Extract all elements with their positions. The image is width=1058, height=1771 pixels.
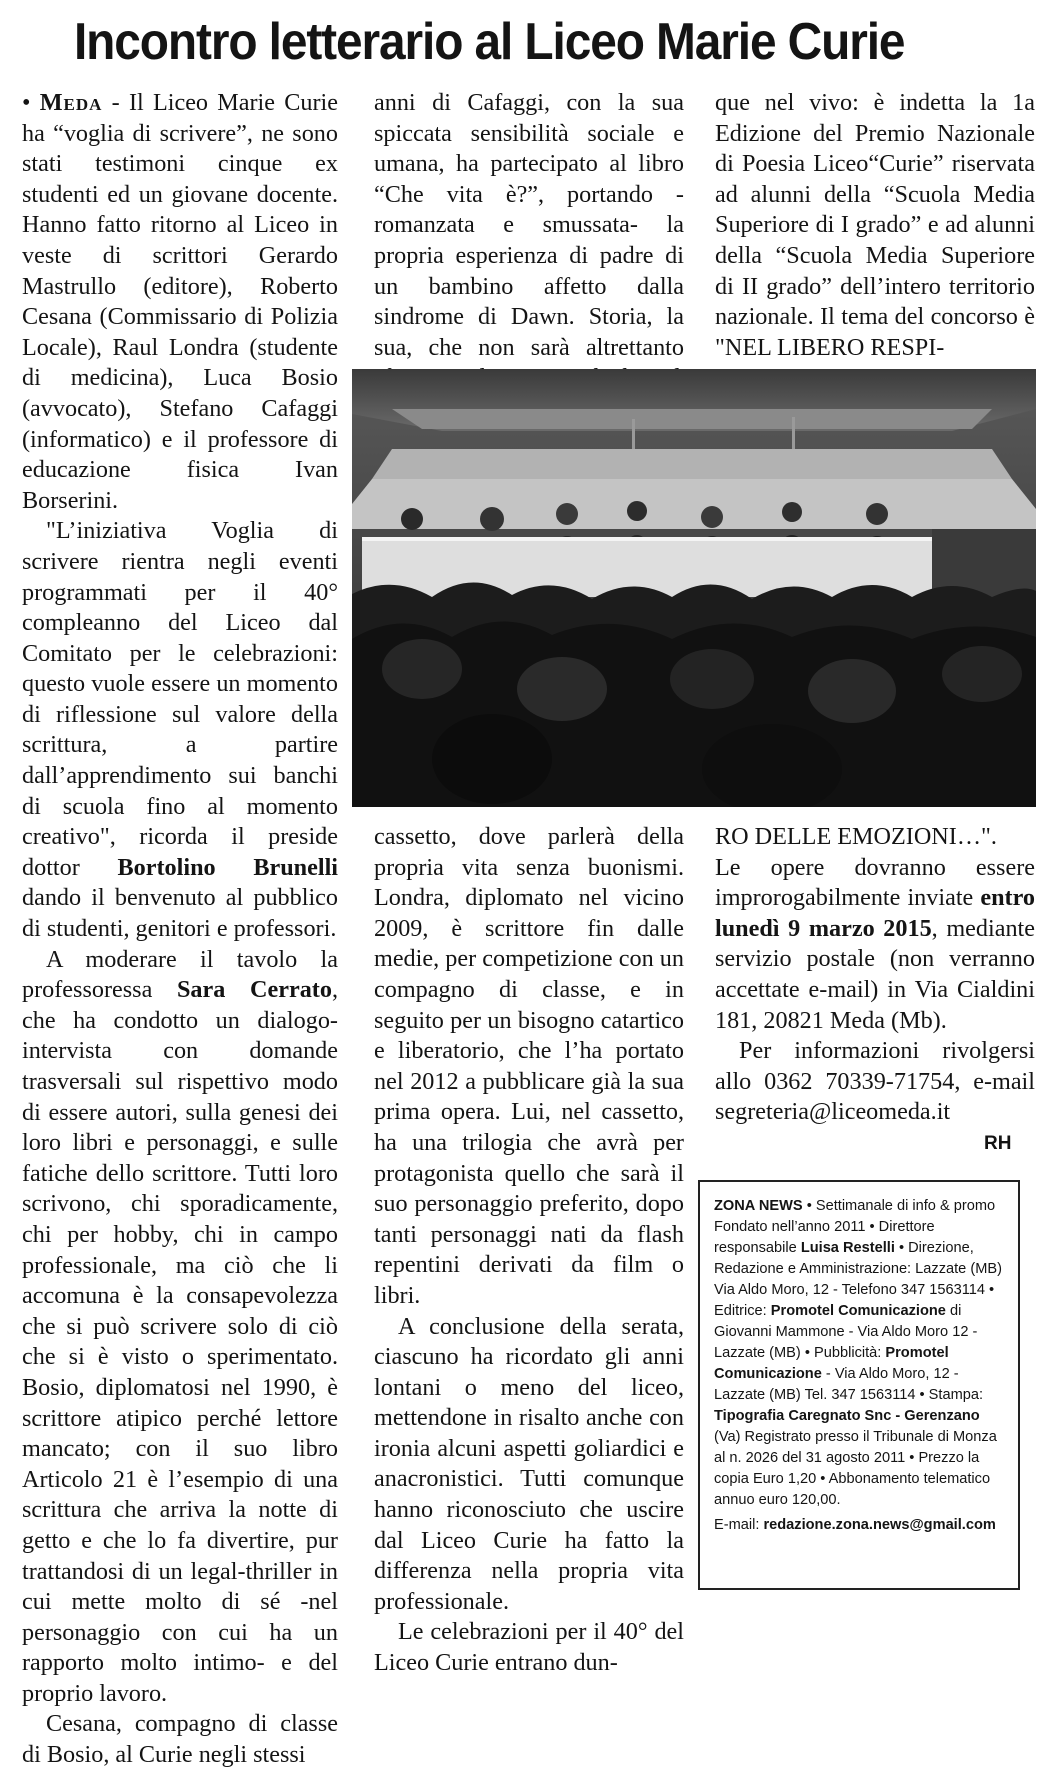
moderator-name: Sara Cerrato: [176, 976, 332, 1004]
publisher-name: Promotel Comunicazione: [770, 1303, 946, 1319]
publication-name: ZONA NEWS: [714, 1198, 803, 1214]
email-label: E-mail:: [714, 1517, 764, 1533]
event-photo: [352, 369, 1036, 807]
paragraph-cesana: Cesana, compagno di classe di Bosio, al Curie negli stessi: [22, 1710, 338, 1769]
masthead-text: [714, 1196, 1004, 1511]
paragraph-moderator: [22, 945, 338, 1710]
masthead-text-segment: • Settimanale di info & promo Fondato nell’anno 2011 • Direttore responsabile: [714, 1198, 996, 1256]
article-headline: Incontro letterario al Liceo Marie Curie: [73, 13, 905, 71]
article-column-2-bottom: [374, 822, 684, 1679]
masthead-email-line: [714, 1515, 1004, 1536]
event-photo-image: [352, 369, 1036, 807]
paragraph-text: , che ha condotto un dialogo-intervista con domande trasversali sul rispettivo modo di essere autori, sulla genesi dei loro libri e personaggi, e sulle fatiche dello scrittore. Tutti loro scrivono, chi sporadicamente, chi per hobby, chi in campo professionale, ma ciò che li accomuna è la consapevolezza che si può scrivere solo di ciò che si è visto o sperimentato. Bosio, diplomatosi nel 1990, è scrittore atipico perché lettore mancato; con il suo libro Articolo 21 è l’esempio di una scrittura che arriva la notte di getto e che lo fa divertire, pur trattandosi di un legal-thriller in cui mette molto di sé -nel personaggio con cui ha un rapporto molto intimo- e del proprio lavoro.: [22, 976, 338, 1707]
article-column-2-top: [374, 88, 684, 394]
paragraph-text: Le opere dovranno essere improrogabilmente inviate: [715, 853, 1035, 912]
paragraph-text: anni di Cafaggi, con la sua spiccata sensibilità sociale e umana, ha partecipato al libro “Che vita è?”, portando -romanzata e smussata- la propria esperienza di padre di un bambino affetto dalla sindrome di Dawn. Storia, la sua, che non sarà altrettanto: [374, 89, 684, 361]
advertising-name: Promotel Comunicazione: [714, 1345, 949, 1382]
principal-name: Bortolino Brunelli: [117, 853, 339, 881]
paragraph-text: que nel vivo: è indetta la 1a Edizione del Premio Nazionale di Poesia Liceo“Curie” riservata ad alunni della “Scuola Media Superiore di I grado” e ad alunni della “Scuola Media Superiore di II grado” dell’intero territorio nazionale. Il tema del concorso è "NEL LIBERO RESPI-: [715, 89, 1035, 361]
paragraph-contacts: Per informazioni rivolgersi allo 0362 70339-71754, e-mail segreteria@liceomeda.it: [715, 1037, 1035, 1126]
author-initials: RH: [984, 1133, 1012, 1154]
paragraph-text: - Il Liceo Marie Curie ha “voglia di scrivere”, ne sono stati testimoni cinque ex studenti ed un giovane docente. Hanno fatto ritorno al Liceo in veste di scrittori Gerardo Mastrullo (editore), Roberto Cesana (Commissario di Polizia Locale), Raul Londra (studente di medicina), Luca Bosio (avvocato), Stefano Cafaggi (informatico) e il professore di educazione fisica Ivan Borserini.: [22, 89, 338, 514]
masthead-text-segment: (Va) Registrato presso il Tribunale di Monza al n. 2026 del 31 agosto 2011 • Prezzo la copia Euro 1,20 • Abbonamento telematico annuo euro 120,00.: [714, 1429, 997, 1508]
article-column-3-bottom: [715, 822, 1035, 1128]
deadline-date: entro lunedì 9 marzo 2015: [715, 884, 1035, 942]
paragraph-intro: [22, 88, 338, 516]
paragraph-text: , mediante servizio postale (non verranno accettate e-mail) in Via Cialdini 181, 20821 Meda (Mb).: [715, 914, 1035, 1034]
masthead-text-segment: di Giovanni Mammone - Via Aldo Moro 12 - Lazzate (MB) • Pubblicità:: [714, 1303, 978, 1361]
masthead-text-segment: - Via Aldo Moro, 12 - Lazzate (MB) Tel. 347 1563114 • Stampa:: [714, 1366, 984, 1403]
printer-name: Tipografia Caregnato Snc - Gerenzano: [714, 1408, 980, 1424]
paragraph-text: RO DELLE EMOZIONI…".: [715, 823, 997, 850]
paragraph-text: cassetto, dove parlerà della propria vita senza buonismi. Londra, diplomato nel vicino 2009, è scrittore fin dalle medie, per competizione con un compagno di classe, e in seguito per un bisogno catartico e liberatorio, che l’ha portato nel 2012 a pubblicare già la sua prima opera. Lui, nel cassetto, ha una trilogia che avrà per protagonista quello che sarà il suo personaggio preferito, dopo tanti personaggi nati da flash repentini derivati da film o libri.: [374, 823, 684, 1309]
email-address: redazione.zona.news@gmail.com: [763, 1517, 996, 1533]
paragraph-deadline: [715, 853, 1035, 1037]
director-name: Luisa Restelli: [800, 1240, 895, 1256]
masthead-info-box: [698, 1180, 1020, 1590]
masthead-text-segment: • Direzione, Redazione e Amministrazione: Lazzate (MB) Via Aldo Moro, 12 - Telefono 347 1563114 • Editrice:: [714, 1240, 1002, 1319]
paragraph-quote: [22, 516, 338, 944]
paragraph-text: dando il benvenuto al pubblico di studenti, genitori e professori.: [22, 884, 338, 943]
paragraph-text: A moderare il tavolo la professoressa: [22, 945, 338, 1004]
article-column-1: [22, 88, 338, 1771]
article-column-3-top: [715, 88, 1035, 363]
paragraph-text: Le celebrazioni per il 40° del Liceo Curie entrano dun-: [374, 1618, 684, 1677]
dateline-place: Meda: [39, 89, 103, 116]
paragraph-text: A conclusione della serata, ciascuno ha ricordato gli anni lontani o meno del liceo, mettendone in risalto anche con ironia alcuni aspetti goliardici e anacronistici. Tutti comunque hanno riconosciuto che uscire dal Liceo Curie ha fatto la differenza nella propria vita professionale.: [374, 1312, 684, 1615]
bullet: •: [22, 89, 31, 116]
paragraph-text: "L’iniziativa Voglia di scrivere rientra negli eventi programmati per il 40° compleanno del Liceo dal Comitato per le celebrazioni: questo vuole essere un momento di riflessione sul valore della scrittura, a partire dall’apprendimento sui banchi di scuola fino al momento creativo", ricorda il preside dottor: [22, 517, 338, 881]
